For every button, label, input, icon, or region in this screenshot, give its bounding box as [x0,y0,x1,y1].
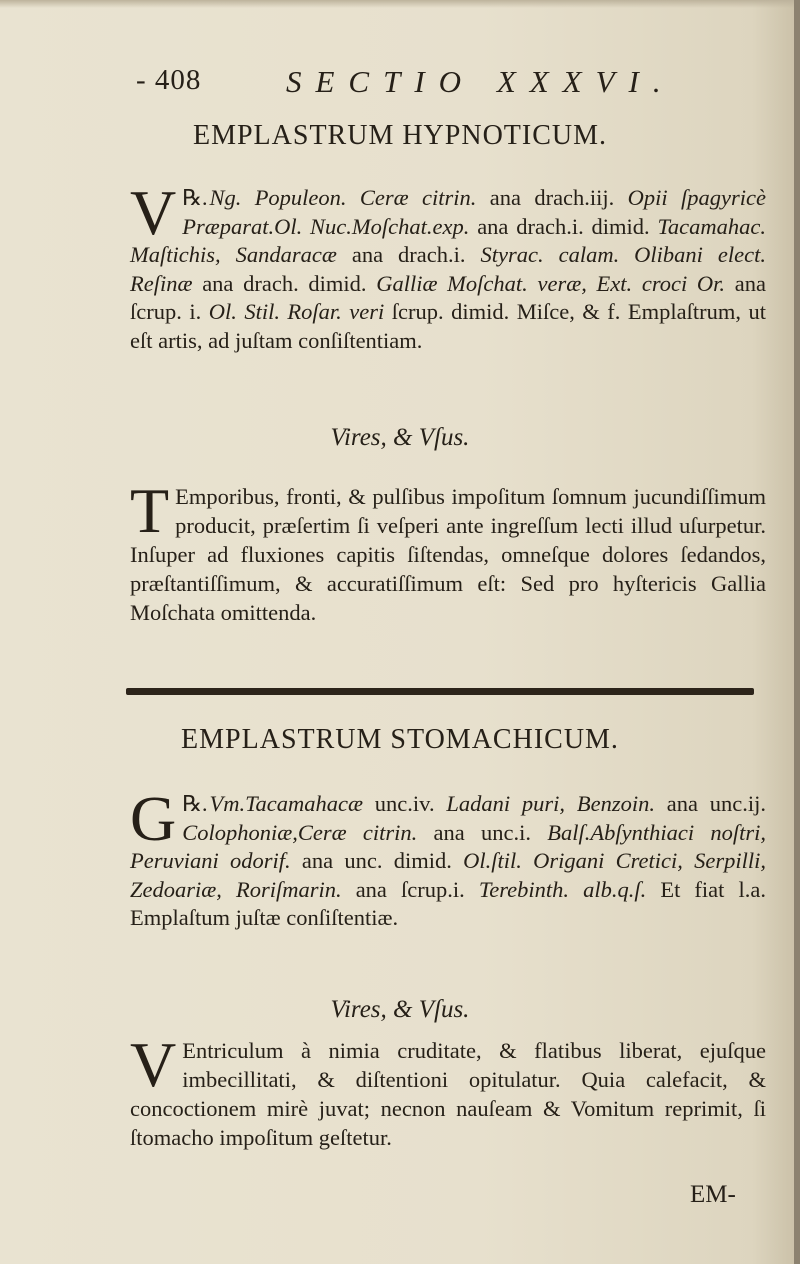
recipe2-title: EMPLASTRUM STOMACHICUM. [181,724,619,755]
section-divider [126,688,754,695]
ingredient-segment: unc.iv. [363,791,447,816]
recipe1-dropcap: V [130,177,177,248]
recipe1-vires-text: Emporibus, fronti, & pulſibus impoſitum ſomnum jucundiſſimum producit, præſertim ſi veſperi ante ingreſſum lecti illud uſurpetur. Inſuper ad fluxiones capitis ſiſtendas, omneſque dolores ſedandos, præſtantiſſimum, & accuratiſſimum eſt: Sed pro hyſtericis Gallia Moſchata omittenda. [130,484,766,625]
recipe1-formula [130,177,766,356]
recipe2-vires [130,1029,766,1152]
recipe1-vires [130,475,766,627]
section-title: SECTIO XXXVI. [286,64,675,99]
recipe2-vires-heading: Vires, & Vſus. [330,996,470,1023]
ingredient-segment: Vm.Tacamahacæ [209,791,363,816]
catchword: EM- [690,1181,736,1208]
recipe-symbol: ℞. [182,185,208,210]
page-binding-edge [794,0,800,1264]
ingredient-segment: ana drach. dimid. [192,270,377,296]
ingredient-segment: Ol. Stil. Roſar. veri [208,299,385,325]
ingredient-segment: Ladani puri, Benzoin. [446,791,655,816]
page-number: - 408 [136,64,202,96]
ingredient-segment: Tacamahac. Maſtichis, Sandaracæ [130,213,766,268]
recipe2-formula [130,783,766,933]
ingredient-segment: ana drach.iij. [476,185,628,210]
ingredient-segment: ana ſcrup.i. [341,876,479,902]
ingredient-segment: ana unc.ij. [654,791,766,816]
ingredient-segment: Galliæ Moſchat. veræ, Ext. croci Or. [376,270,726,296]
recipe2-dropcap: G [130,783,177,854]
ingredient-segment: Opii ſpagyricè Præparat.Ol. Nuc.Moſchat.exp. [182,185,766,239]
recipe1-title: EMPLASTRUM HYPNOTICUM. [192,120,608,151]
ingredient-segment: Colophoniæ,Ceræ citrin. [182,819,418,845]
recipe2-vires-dropcap: V [130,1029,177,1100]
recipe1-ingredients [130,177,766,353]
recipe2-vires-text: Entriculum à nimia cruditate, & flatibus liberat, ejuſque imbecillitati, & diſtentioni opitulatur. Quia calefacit, & concoctionem mirè juvat; necnon nauſeam & Vomitum reprimit, ſi ſtomacho impoſitum geſtetur. [130,1038,766,1150]
recipe2-ingredients [130,783,766,931]
recipe1-vires-heading: Vires, & Vſus. [330,424,470,451]
ingredient-segment: ana unc.i. [417,819,548,845]
ingredient-segment: Terebinth. alb.q.ſ. [478,876,647,902]
page-top-shadow [0,0,800,8]
ingredient-segment: Balſ.Abſynthiaci noſtri, Peruviani odorif. [130,819,766,874]
ingredient-segment: Styrac. calam. Olibani elect. Reſinæ [130,242,766,296]
ingredient-segment: ana ſcrup. i. [130,270,766,325]
ingredient-segment: ſcrup. dimid. Miſce, & f. Emplaſtrum, ut eſt artis, ad juſtam conſiſtentiam. [130,299,766,353]
ingredient-segment: Et fiat l.a. Emplaſtum juſtæ conſiſtentiæ. [130,876,766,931]
ingredient-segment: ana drach.i. [336,242,481,268]
running-head [136,64,696,104]
recipe1-vires-dropcap: T [130,475,170,546]
ingredient-segment: ana unc. dimid. [290,848,464,874]
ingredient-segment: Ng. Populeon. Ceræ citrin. [209,185,477,210]
recipe-symbol: ℞. [182,791,208,816]
ingredient-segment: Ol.ſtil. Origani Cretici, Serpilli, Zedoariæ, Roriſmarin. [130,848,766,902]
ingredient-segment: ana drach.i. dimid. [469,213,658,239]
